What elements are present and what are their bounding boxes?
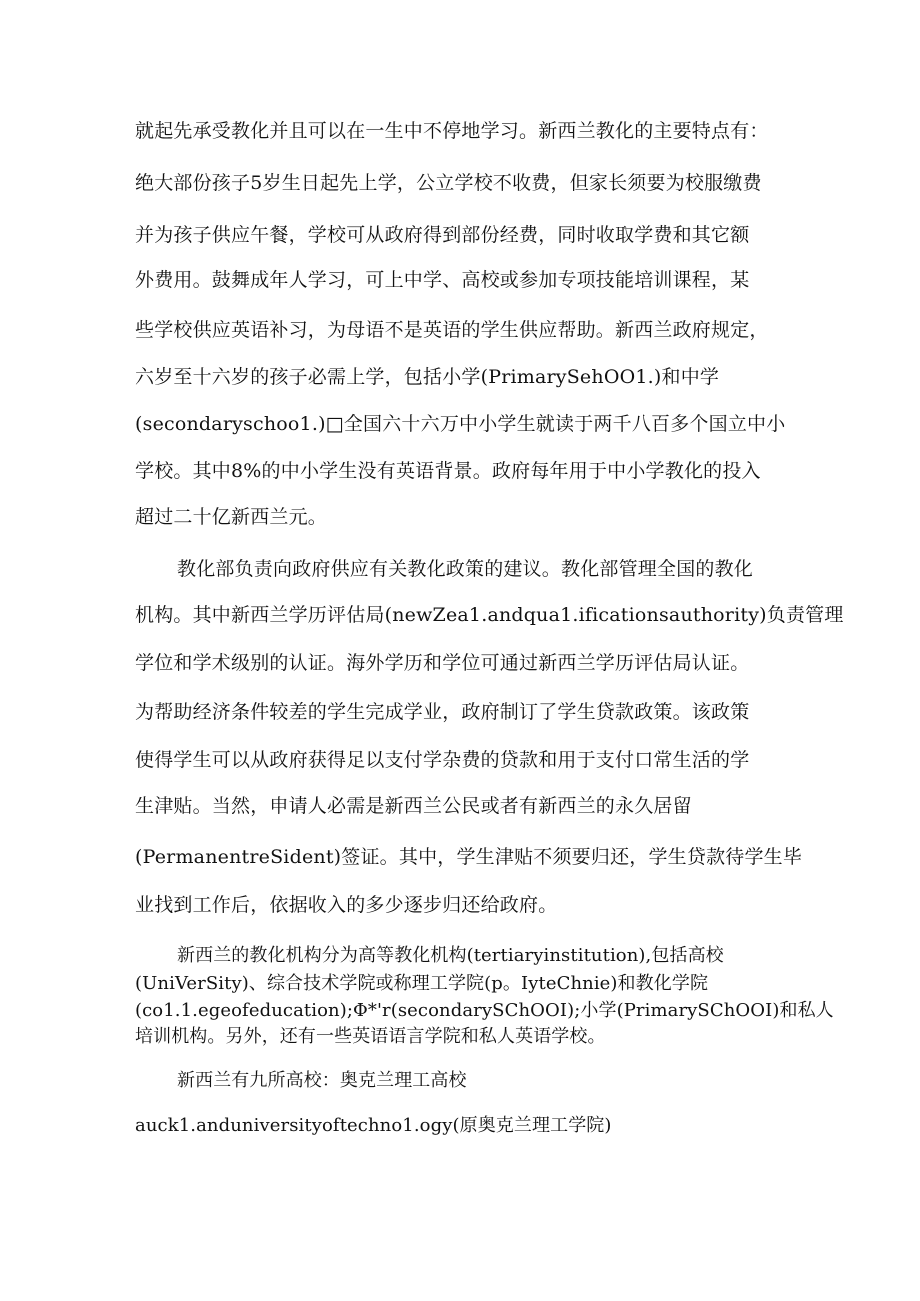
paragraph-3-line-1: 新西兰的教化机构分为高等教化机构(tertiaryinstitution),包括高校 [177,945,724,966]
paragraph-5-line-1: auck1.anduniversityoftechno1.ogy(原奥克兰理工学院) [135,1115,612,1136]
paragraph-1-line-4: 外费用。鼓舞成年人学习，可上中学、高校或参加专项技能培训课程，某 [135,269,750,291]
paragraph-4-line-1: 新西兰有九所高校：奥克兰理工高校 [177,1070,467,1091]
paragraph-1-line-7: (secondaryschoo1.)□全国六十六万中小学生就读于两千八百多个国立中小 [135,413,786,435]
paragraph-2-line-5: 使得学生可以从政府获得足以支付学杂费的贷款和用于支付口常生活的学 [135,749,750,771]
paragraph-1-line-1: 就起先承受教化并且可以在一生中不停地学习。新西兰教化的主要特点有： [135,120,769,142]
paragraph-1-line-5: 些学校供应英语补习，为母语不是英语的学生供应帮助。新西兰政府规定， [135,319,769,341]
paragraph-1-line-2: 绝大部份孩子5岁生日起先上学，公立学校不收费，但家长须要为校服缴费 [135,172,762,194]
paragraph-2-line-7: (PermanentreSident)签证。其中，学生津贴不须要归还，学生贷款待学生毕 [135,846,803,868]
paragraph-2-line-8: 业找到工作后，依据收入的多少逐步归还给政府。 [135,894,558,916]
paragraph-3-line-2: (UniVerSity)、综合技术学院或称理工学院(p。IyteChnie)和教化学院 [135,973,709,994]
paragraph-2-line-3: 学位和学术级别的认证。海外学历和学位可通过新西兰学历评估局认证。 [135,652,750,674]
paragraph-2-line-2: 机构。其中新西兰学历评估局(newZea1.andqua1.ificationsauthority)负责管理 [135,604,844,626]
paragraph-2-line-6: 生津贴。当然，申请人必需是新西兰公民或者有新西兰的永久居留 [135,795,692,817]
paragraph-2-line-1: 教化部负责向政府供应有关教化政策的建议。教化部管理全国的教化 [177,558,754,580]
paragraph-1-line-8: 学校。其中8%的中小学生没有英语背景。政府每年用于中小学教化的投入 [135,460,761,482]
paragraph-1-line-6: 六岁至十六岁的孩子必需上学，包括小学(PrimarySehOO1.)和中学 [135,366,720,388]
paragraph-2-line-4: 为帮助经济条件较差的学生完成学业，政府制订了学生贷款政策。该政策 [135,701,750,723]
paragraph-3-line-3: (co1.1.egeofeducation);Φ*'r(secondarySChOOI);小学(PrimarySChOOI)和私人 [135,1000,834,1021]
paragraph-3-line-4: 培训机构。另外，还有一些英语语言学院和私人英语学校。 [135,1026,606,1047]
paragraph-1-line-9: 超过二十亿新西兰元。 [135,506,328,528]
paragraph-1-line-3: 并为孩子供应午餐，学校可从政府得到部份经费，同时收取学费和其它额 [135,224,750,246]
